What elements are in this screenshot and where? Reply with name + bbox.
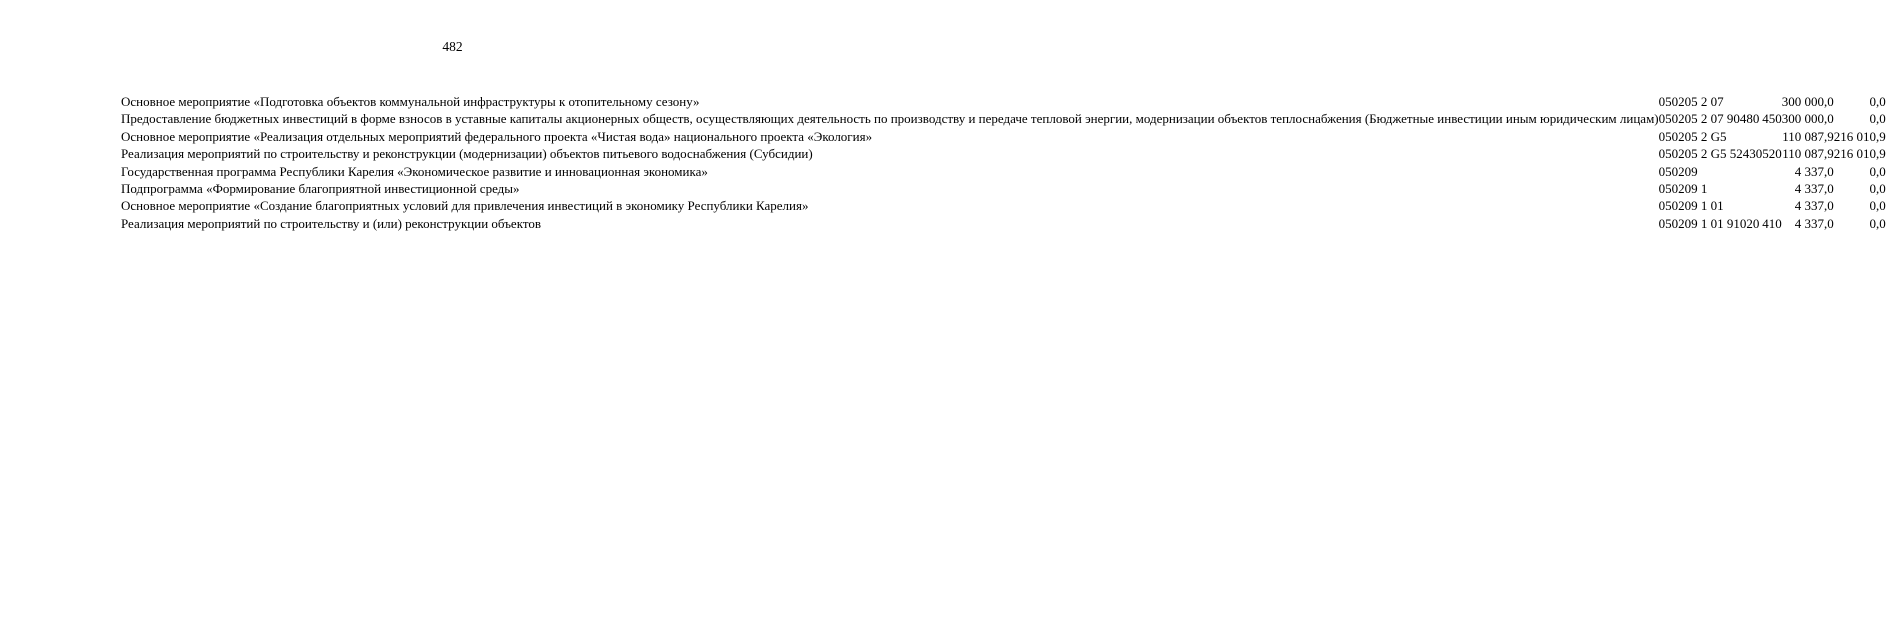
target-article-code: 09 1 01 91020 [1684, 215, 1760, 231]
amount-first-year: 300 000,0 [1781, 94, 1834, 109]
target-article-code: 05 2 G5 [1684, 128, 1727, 144]
section-code: 05 [1658, 198, 1672, 214]
table-row [121, 163, 1886, 180]
section-code: 05 [1658, 111, 1672, 127]
section-code: 05 [1658, 146, 1672, 162]
section-code: 05 [1658, 128, 1672, 144]
table-row [121, 93, 1886, 110]
expense-type-code [1762, 163, 1782, 180]
amount-second-year: 216 010,9 [1833, 128, 1886, 144]
amount-second-year: 0,0 [1869, 111, 1886, 127]
section-code: 05 [1658, 215, 1672, 231]
table-row [121, 110, 1886, 127]
subsection-code: 02 [1671, 181, 1685, 197]
item-name: Реализация мероприятий по строительству и реконструкции (модернизации) объектов питьевого водоснабжения (Субсидии) [121, 146, 813, 162]
item-name: Подпрограмма «Формирование благоприятной инвестиционной среды» [121, 181, 520, 197]
budget-table [121, 93, 1886, 232]
item-name: Государственная программа Республики Карелия «Экономическое развитие и инновационная экономика» [121, 163, 708, 179]
subsection-code: 02 [1671, 111, 1685, 127]
table-row [121, 197, 1886, 214]
subsection-code: 02 [1671, 128, 1685, 144]
amount-first-year: 4 337,0 [1794, 163, 1834, 179]
expense-type-code [1762, 180, 1782, 197]
amount-second-year: 0,0 [1869, 198, 1886, 214]
target-article-code: 09 1 01 [1684, 198, 1724, 214]
target-article-code: 05 2 07 [1684, 94, 1724, 109]
expense-type-code: 450 [1762, 111, 1782, 127]
item-name: Реализация мероприятий по строительству и (или) реконструкции объектов [121, 215, 541, 231]
table-row [121, 215, 1886, 232]
amount-first-year: 110 087,9 [1782, 146, 1834, 162]
item-name: Основное мероприятие «Реализация отдельных мероприятий федерального проекта «Чистая вода» национального проекта «Экология» [121, 128, 873, 144]
item-name: Основное мероприятие «Подготовка объектов коммунальной инфраструктуры к отопительному сезону» [121, 94, 700, 109]
amount-second-year: 0,0 [1869, 163, 1886, 179]
subsection-code: 02 [1671, 215, 1685, 231]
amount-first-year: 110 087,9 [1782, 128, 1834, 144]
amount-second-year: 0,0 [1869, 215, 1886, 231]
table-row [121, 128, 1886, 145]
amount-second-year: 0,0 [1869, 94, 1886, 109]
expense-type-code [1762, 197, 1782, 214]
table-row [121, 145, 1886, 162]
section-code: 05 [1658, 163, 1672, 179]
table-row [121, 180, 1886, 197]
amount-second-year: 216 010,9 [1833, 146, 1886, 162]
amount-first-year: 300 000,0 [1781, 111, 1834, 127]
section-code: 05 [1658, 94, 1672, 109]
expense-type-code: 410 [1762, 215, 1782, 231]
target-article-code: 05 2 07 90480 [1684, 111, 1760, 127]
subsection-code: 02 [1671, 163, 1685, 179]
budget-table-body [121, 93, 1886, 232]
amount-first-year: 4 337,0 [1794, 198, 1834, 214]
expense-type-code [1762, 93, 1782, 110]
expense-type-code [1762, 128, 1782, 145]
amount-first-year: 4 337,0 [1794, 215, 1834, 231]
item-name: Предоставление бюджетных инвестиций в форме взносов в уставные капиталы акционерных обществ, осуществляющих деятельность по производству и передаче тепловой энергии, модернизации объектов теплоснабжения (Бюджетные инвестиции иным юридическим лицам) [121, 111, 1659, 127]
subsection-code: 02 [1671, 198, 1685, 214]
expense-type-code: 520 [1762, 146, 1782, 162]
amount-second-year: 0,0 [1869, 181, 1886, 197]
subsection-code: 02 [1671, 146, 1685, 162]
item-name: Основное мероприятие «Создание благоприятных условий для привлечения инвестиций в экономику Республики Карелия» [121, 198, 809, 214]
amount-first-year: 4 337,0 [1794, 181, 1834, 197]
subsection-code: 02 [1671, 94, 1685, 109]
target-article-code: 05 2 G5 52430 [1684, 146, 1763, 162]
page-number: 482 [442, 39, 463, 54]
target-article-code: 09 1 [1684, 181, 1708, 197]
target-article-code: 09 [1684, 163, 1698, 179]
section-code: 05 [1658, 181, 1672, 197]
